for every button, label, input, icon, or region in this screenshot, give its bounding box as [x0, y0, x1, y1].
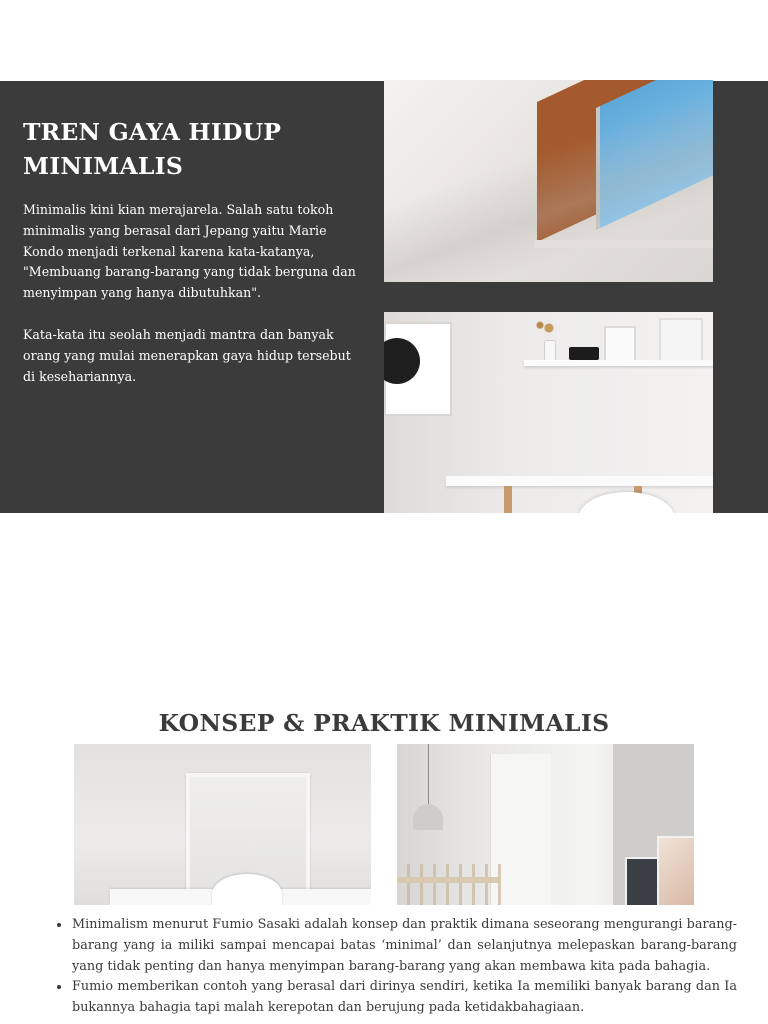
hero-title: TREN GAYA HIDUP MINIMALIS: [23, 118, 282, 180]
mirror-photo: [74, 744, 371, 905]
list-item: • Fumio memberikan contoh yang berasal dari dirinya sendiri, ketika Ia memiliki banyak barang dan Ia bukannya bahagia tapi malah kerepotan dan berujung pada ketidakbahagiaan.: [71, 977, 737, 1019]
section-title: KONSEP & PRAKTIK MINIMALIS: [158, 709, 610, 737]
bullet-list: [56, 915, 737, 1019]
list-item: • Minimalism menurut Fumio Sasaki adalah konsep dan praktik dimana seseorang mengurangi barang-barang yang ia miliki sampai mencapai batas ‘minimal’ dan selanjutnya melepaskan barang-barang yang tidak penting dan hanya menyimpan barang-barang yang akan membawa kita pada bahagia.: [71, 915, 737, 977]
hero-paragraph-2: Kata-kata itu seolah menjadi mantra dan banyak orang yang mulai menerapkan gaya hidup tersebut di kesehariannya.: [23, 327, 351, 384]
hero-paragraph-1: Minimalis kini kian merajarela. Salah satu tokoh minimalis yang berasal dari Jepang yaitu Marie Kondo menjadi terkenal karena kata-katanya, "Membuang barang-barang yang tidak berguna dan menyimpan yang hanya dibutuhkan".: [23, 202, 356, 301]
window-photo: [384, 80, 713, 282]
dining-room-photo: [397, 744, 694, 905]
shelf-desk-photo: [384, 312, 713, 513]
